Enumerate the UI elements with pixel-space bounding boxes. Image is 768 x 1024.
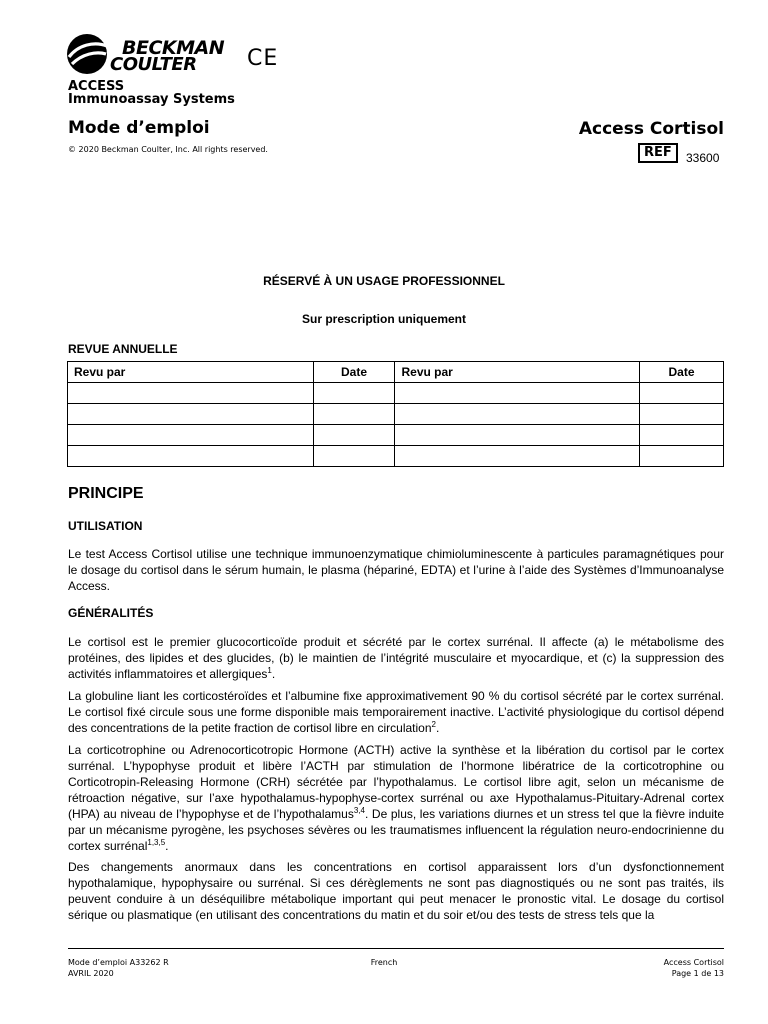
generalites-heading: GÉNÉRALITÉS <box>68 606 154 620</box>
paragraph-3: La corticotrophine ou Adrenocorticotropic Hormone (ACTH) active la synthèse et la libération du cortisol par le cortex surrénal. L’hypophyse produit et libère l’ACTH par stimulation de l’hormone libératrice de la corticotrophine ou Corticotropin-Releasing Hormone (CRH) sécrétée par l’hypothalamus. Le cortisol libre agit, selon un mécanisme de rétroaction négative, sur l’axe hypothalamus-hypophyse-cortex surrénal ou axe Hypothalamus-Pituitary-Adrenal cortex (HPA) au niveau de l’hypophyse et de l’hypothalamus$^{3,4}$. De plus, les variations diurnes et un stress tel que la fièvre induite par un mécanisme pyrogène, les psychoses sévères ou les traumatismes influencent la régulation neuro-endocrinienne du cortex surrénal$^{1,3,5}$. <box>68 743 724 853</box>
system-name: ACCESS <box>68 79 125 94</box>
section-title: PRINCIPE <box>68 485 144 502</box>
paragraph-1: Le cortisol est le premier glucocorticoïde produit et sécrété par le cortex surrénal. Il affecte (a) le métabolisme des protéines, des lipides et des glucides, (b) le maintien de l’intégrité musculaire et myocardique, et (c) la suppression des activités inflammatoires et allergiques$^1$. <box>68 635 724 681</box>
reference-marker: 3,4 <box>353 806 365 815</box>
table-cell <box>640 446 724 467</box>
footer-language: French <box>370 958 398 967</box>
ref-number: 33600 <box>686 151 720 165</box>
prescription-notice: Sur prescription uniquement <box>301 312 466 326</box>
footer-doc-ref: Mode d’emploi A33262 R <box>68 958 169 967</box>
footer-product: Access Cortisol <box>663 958 724 967</box>
table-cell <box>395 425 640 446</box>
table-cell <box>640 425 724 446</box>
table-cell <box>640 383 724 404</box>
table-header-row <box>68 362 724 383</box>
table-row <box>68 383 724 404</box>
column-header: Revu par <box>68 362 314 383</box>
ref-label: REF <box>638 143 678 163</box>
brand-line2: COULTER <box>110 54 197 75</box>
globe-logo-icon <box>66 32 110 76</box>
ce-mark: CE <box>247 46 279 71</box>
utilisation-paragraph: Le test Access Cortisol utilise une technique immunoenzymatique chimioluminescente à particules paramagnétiques pour le dosage du cortisol dans le sérum humain, le plasma (hépariné, EDTA) et l’urine à l’aide des Systèmes d’Immunoanalyse Access. <box>68 547 724 593</box>
table-cell <box>313 404 395 425</box>
footer-page-number: Page 1 de 13 <box>671 969 724 978</box>
table-cell <box>313 446 395 467</box>
reference-marker: 1 <box>267 666 272 675</box>
table-cell <box>313 425 395 446</box>
copyright: © 2020 Beckman Coulter, Inc. All rights reserved. <box>68 145 268 154</box>
annual-review-table <box>67 361 724 467</box>
document-type: Mode d’emploi <box>68 118 210 138</box>
brand-line1: BECKMAN <box>122 37 225 59</box>
product-title: Access Cortisol <box>578 119 724 139</box>
column-header: Date <box>313 362 395 383</box>
table-row <box>68 425 724 446</box>
column-header: Revu par <box>395 362 640 383</box>
table-cell <box>313 383 395 404</box>
professional-use-notice: RÉSERVÉ À UN USAGE PROFESSIONNEL <box>263 274 505 288</box>
table-cell <box>395 446 640 467</box>
table-cell <box>68 383 314 404</box>
table-row <box>68 446 724 467</box>
table-cell <box>640 404 724 425</box>
table-cell <box>68 425 314 446</box>
footer-date: AVRIL 2020 <box>68 969 114 978</box>
reference-marker: 2 <box>431 720 436 729</box>
beckman-coulter-logo <box>66 32 225 78</box>
table-cell <box>68 404 314 425</box>
table-cell <box>68 446 314 467</box>
paragraph-4: Des changements anormaux dans les concentrations en cortisol apparaissent lors d’un dysfonctionnement hypothalamique, hypophysaire ou surrénal. Si ces dérèglements ne sont pas diagnostiqués ou ne sont pas traités, ils peuvent conduire à un déséquilibre métabolique important qui peut menacer le pronostic vital. Le dosage du cortisol sérique ou plasmatique (en utilisant des concentrations du matin et du soir et/ou des tests de stress tels que la <box>68 860 724 922</box>
table-cell <box>395 383 640 404</box>
utilisation-heading: UTILISATION <box>68 519 143 533</box>
system-subtitle: Immunoassay Systems <box>68 92 235 107</box>
table-cell <box>395 404 640 425</box>
paragraph-2: La globuline liant les corticostéroïdes et l’albumine fixe approximativement 90 % du cortisol sécrété par le cortex surrénal. Le cortisol fixé circule sous une forme disponible mais temporairement inactive. L’activité physiologique du cortisol dépend des concentrations de la petite fraction de cortisol libre en circulation$^2$. <box>68 689 724 735</box>
reference-marker: 1,3,5 <box>147 838 166 847</box>
footer-divider <box>68 948 724 949</box>
annual-review-title: REVUE ANNUELLE <box>68 342 178 356</box>
column-header: Date <box>640 362 724 383</box>
table-row <box>68 404 724 425</box>
